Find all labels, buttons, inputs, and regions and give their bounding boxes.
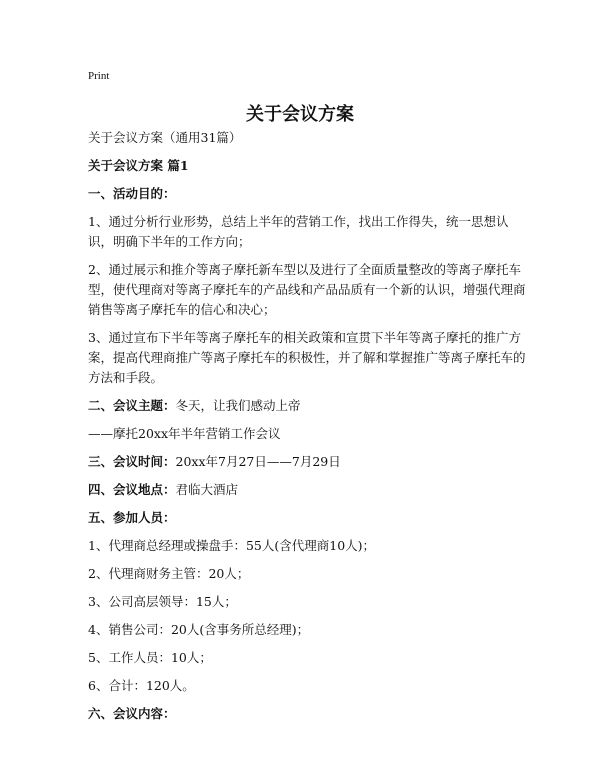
attendee-item: 1、代理商总经理或操盘手：55人(含代理商10人)； xyxy=(88,538,376,553)
location-text: 君临大酒店 xyxy=(175,482,239,497)
attendee-item: 2、代理商财务主管：20人； xyxy=(88,566,250,581)
print-link[interactable]: Print xyxy=(88,70,110,82)
section-theme xyxy=(88,396,528,416)
page-title: 关于会议方案 xyxy=(246,104,354,125)
section-time xyxy=(88,452,528,472)
section-location xyxy=(88,480,528,500)
theme-text: 冬天，让我们感动上帝 xyxy=(175,398,301,413)
section-heading-theme: 二、会议主题： xyxy=(88,398,176,413)
time-text: 20xx年7月27日——7月29日 xyxy=(175,454,341,469)
section-heading-content: 六、会议内容： xyxy=(88,706,176,721)
section-heading-location: 四、会议地点： xyxy=(88,482,176,497)
section-heading-attendees: 五、参加人员： xyxy=(88,510,176,525)
attendee-item: 6、合计：120人。 xyxy=(88,678,195,693)
purpose-paragraph-2: 2、通过展示和推介等离子摩托新车型以及进行了全面质量整改的等离子摩托车型，使代理商对等离子摩托车的产品线和产品品质有一个新的认识，增强代理商销售等离子摩托车的信心和决心； xyxy=(88,262,526,317)
purpose-paragraph-3: 3、通过宣布下半年等离子摩托车的相关政策和宣贯下半年等离子摩托的推广方案，提高代理商推广等离子摩托车的积极性，并了解和掌握推广等离子摩托车的方法和手段。 xyxy=(88,330,526,385)
section-heading-time: 三、会议时间： xyxy=(88,454,176,469)
article-title: 关于会议方案 篇1 xyxy=(88,158,189,173)
attendee-item: 5、工作人员：10人； xyxy=(88,650,212,665)
section-heading-purpose: 一、活动目的： xyxy=(88,186,176,201)
attendee-item: 4、销售公司：20人(含事务所总经理)； xyxy=(88,622,310,637)
document-body xyxy=(88,128,528,732)
document-subtitle: 关于会议方案（通用31篇） xyxy=(88,130,242,145)
purpose-paragraph-1: 1、通过分析行业形势，总结上半年的营销工作，找出工作得失，统一思想认识，明确下半年的工作方向； xyxy=(88,214,509,249)
theme-subtitle: ——摩托20xx年半年营销工作会议 xyxy=(88,426,281,441)
attendee-item: 3、公司高层领导：15人； xyxy=(88,594,237,609)
